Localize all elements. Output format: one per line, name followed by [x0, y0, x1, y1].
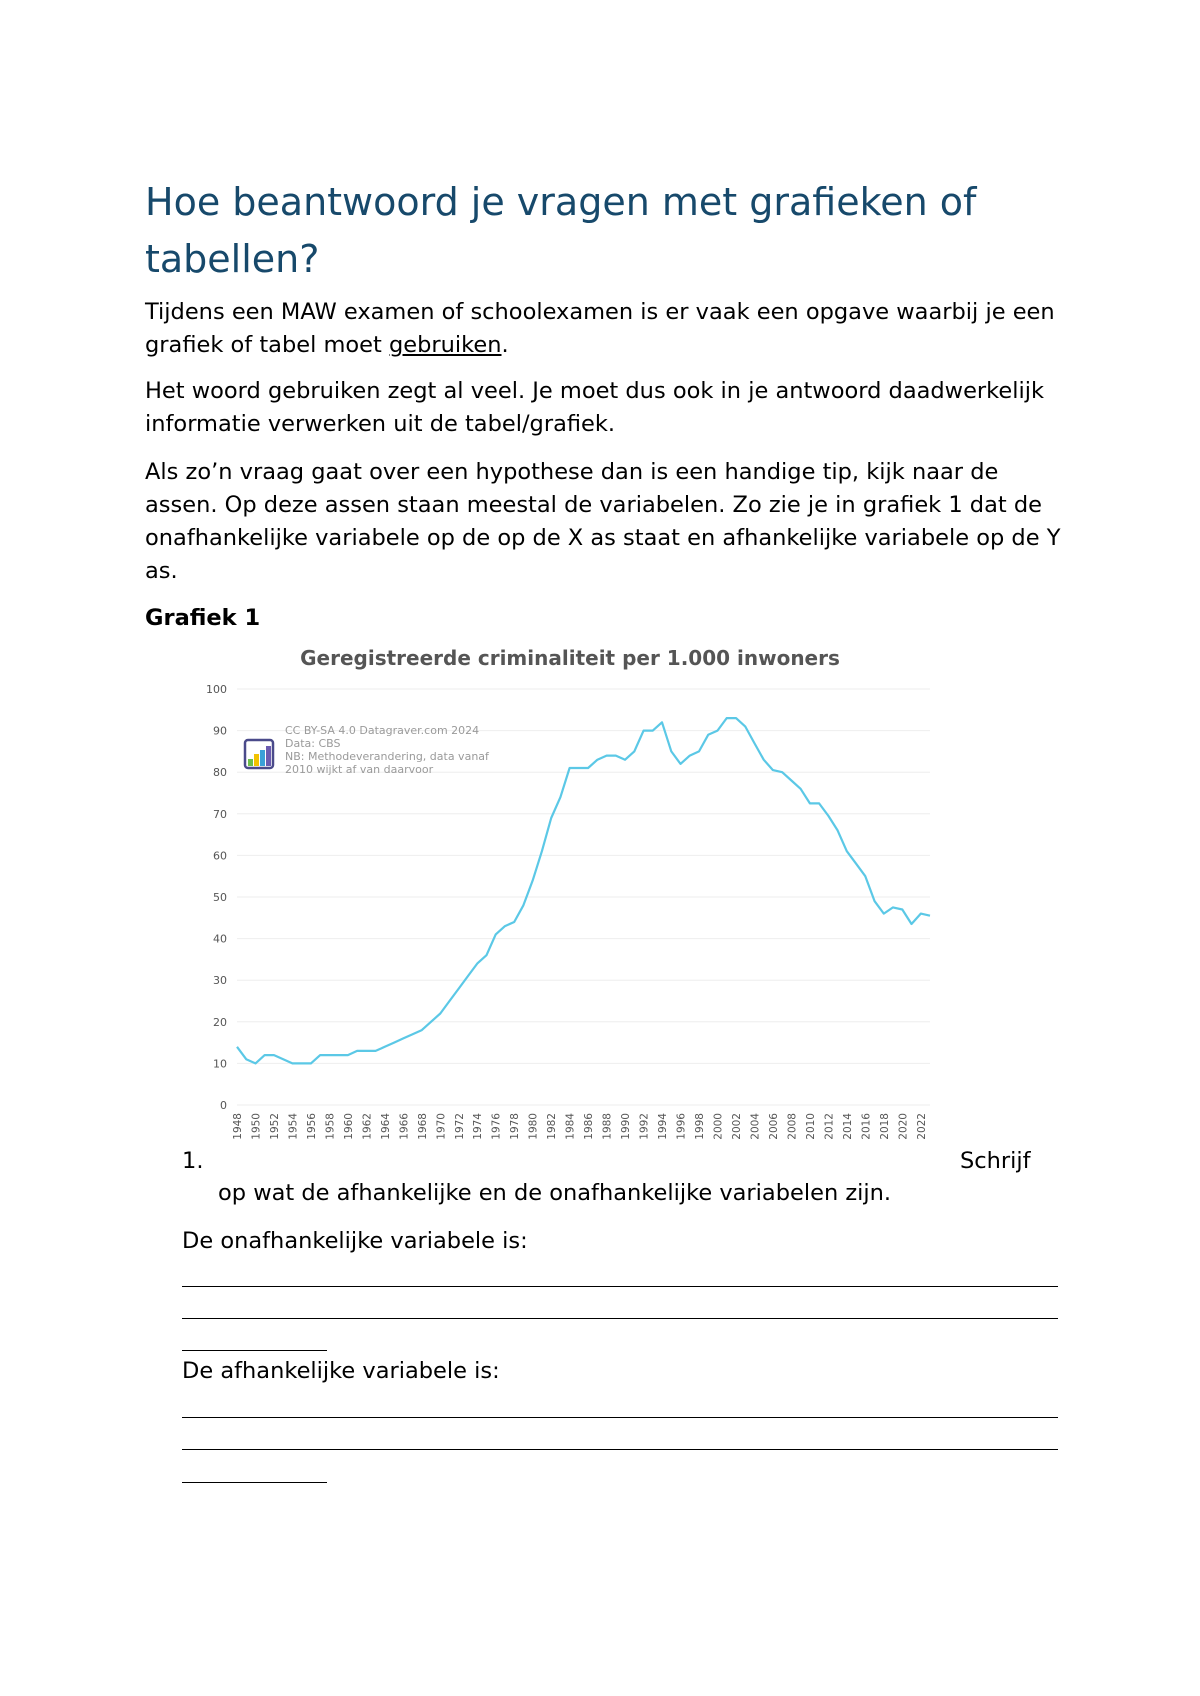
x-tick-label: 2022: [915, 1113, 928, 1140]
x-tick-label: 2004: [749, 1113, 762, 1140]
independent-variable-label: De onafhankelijke variabele is:: [182, 1228, 528, 1254]
y-tick-label: 80: [213, 766, 227, 780]
x-tick-label: 1960: [342, 1113, 355, 1140]
answer-line[interactable]: [182, 1417, 1058, 1418]
y-tick-label: 20: [213, 1015, 227, 1029]
x-tick-label: 1990: [620, 1113, 633, 1140]
question-text: op wat de afhankelijke en de onafhankelijke variabelen zijn.: [218, 1180, 892, 1206]
x-tick-label: 1952: [268, 1113, 281, 1140]
annotation-note-continued: 2010 wijkt af van daarvoor: [285, 763, 434, 776]
y-tick-label: 70: [213, 807, 227, 821]
answer-line[interactable]: [182, 1449, 1058, 1450]
x-tick-label: 1996: [675, 1113, 688, 1140]
y-tick-label: 40: [213, 932, 227, 946]
annotation-note: NB: Methodeverandering, data vanaf: [285, 750, 489, 763]
x-tick-label: 1970: [435, 1113, 448, 1140]
x-tick-label: 1998: [694, 1113, 706, 1140]
x-tick-label: 1956: [305, 1113, 318, 1140]
x-tick-label: 1986: [583, 1113, 596, 1140]
y-tick-label: 50: [213, 891, 227, 904]
tip-paragraph: Als zo’n vraag gaat over een hypothese dan is een handige tip, kijk naar de assen. Op deze assen staan meestal de variabelen. Zo zie je in grafiek 1 dat de onafhankelijke variabele op de op de X as staat en afhankelijke variabele op de Y as.: [145, 459, 1061, 584]
x-tick-label: 1968: [416, 1113, 429, 1140]
intro-end: .: [501, 332, 509, 358]
x-tick-label: 1958: [324, 1113, 337, 1140]
intro-paragraph: [145, 296, 1075, 362]
x-tick-label: 1966: [398, 1113, 411, 1140]
intro-text: Tijdens een MAW examen of schoolexamen is er vaak een opgave waarbij je een grafiek of tabel moet: [145, 299, 1055, 358]
x-tick-label: 1976: [490, 1113, 503, 1140]
x-tick-label: 1974: [472, 1113, 485, 1140]
x-tick-label: 1982: [546, 1113, 559, 1140]
x-tick-label: 1994: [657, 1113, 670, 1140]
y-tick-label: 90: [213, 724, 227, 738]
answer-line[interactable]: [182, 1350, 327, 1351]
x-tick-label: 1984: [564, 1113, 577, 1140]
x-tick-label: 1964: [379, 1113, 392, 1140]
question-first-word: Schrijf: [960, 1148, 1031, 1174]
annotation-license: CC BY-SA 4.0 Datagraver.com 2024: [285, 724, 480, 737]
y-tick-label: 100: [206, 683, 227, 696]
x-tick-label: 2006: [767, 1113, 780, 1140]
question-number: 1.: [182, 1148, 204, 1174]
dependent-variable-label: De afhankelijke variabele is:: [182, 1358, 500, 1384]
annotation-source: Data: CBS: [285, 737, 341, 750]
x-tick-label: 1980: [527, 1113, 540, 1140]
y-tick-label: 10: [213, 1057, 227, 1071]
crime-line-chart: [195, 640, 945, 1140]
x-tick-label: 1948: [232, 1113, 244, 1140]
page-title: Hoe beantwoord je vragen met grafieken of tabellen?: [145, 180, 977, 281]
underlined-word: gebruiken: [389, 332, 502, 358]
x-tick-label: 2008: [786, 1113, 799, 1140]
y-tick-label: 0: [220, 1099, 227, 1112]
answer-line[interactable]: [182, 1318, 1058, 1319]
chart-title: Geregistreerde criminaliteit per 1.000 inwoners: [300, 646, 840, 670]
x-tick-label: 2018: [878, 1113, 891, 1140]
x-tick-label: 2020: [897, 1113, 910, 1140]
x-tick-label: 1988: [601, 1113, 614, 1140]
x-tick-label: 1954: [287, 1113, 300, 1140]
x-tick-label: 2002: [730, 1113, 743, 1140]
x-tick-label: 2010: [804, 1113, 817, 1140]
y-tick-label: 30: [213, 974, 227, 988]
x-tick-label: 1962: [361, 1113, 374, 1140]
x-tick-label: 2012: [823, 1113, 836, 1140]
x-tick-label: 2014: [841, 1113, 854, 1140]
explanation-paragraph: Het woord gebruiken zegt al veel. Je moet dus ook in je antwoord daadwerkelijk informatie verwerken uit de tabel/grafiek.: [145, 378, 1045, 437]
answer-line[interactable]: [182, 1286, 1058, 1287]
x-tick-label: 1950: [250, 1113, 263, 1140]
x-tick-label: 1992: [638, 1113, 651, 1140]
answer-line[interactable]: [182, 1482, 327, 1483]
y-tick-label: 60: [213, 849, 227, 863]
x-tick-label: 1972: [453, 1113, 466, 1140]
figure-caption: Grafiek 1: [145, 605, 261, 631]
x-tick-label: 2000: [712, 1113, 725, 1140]
x-tick-label: 2016: [860, 1113, 873, 1140]
x-tick-label: 1978: [509, 1113, 522, 1140]
